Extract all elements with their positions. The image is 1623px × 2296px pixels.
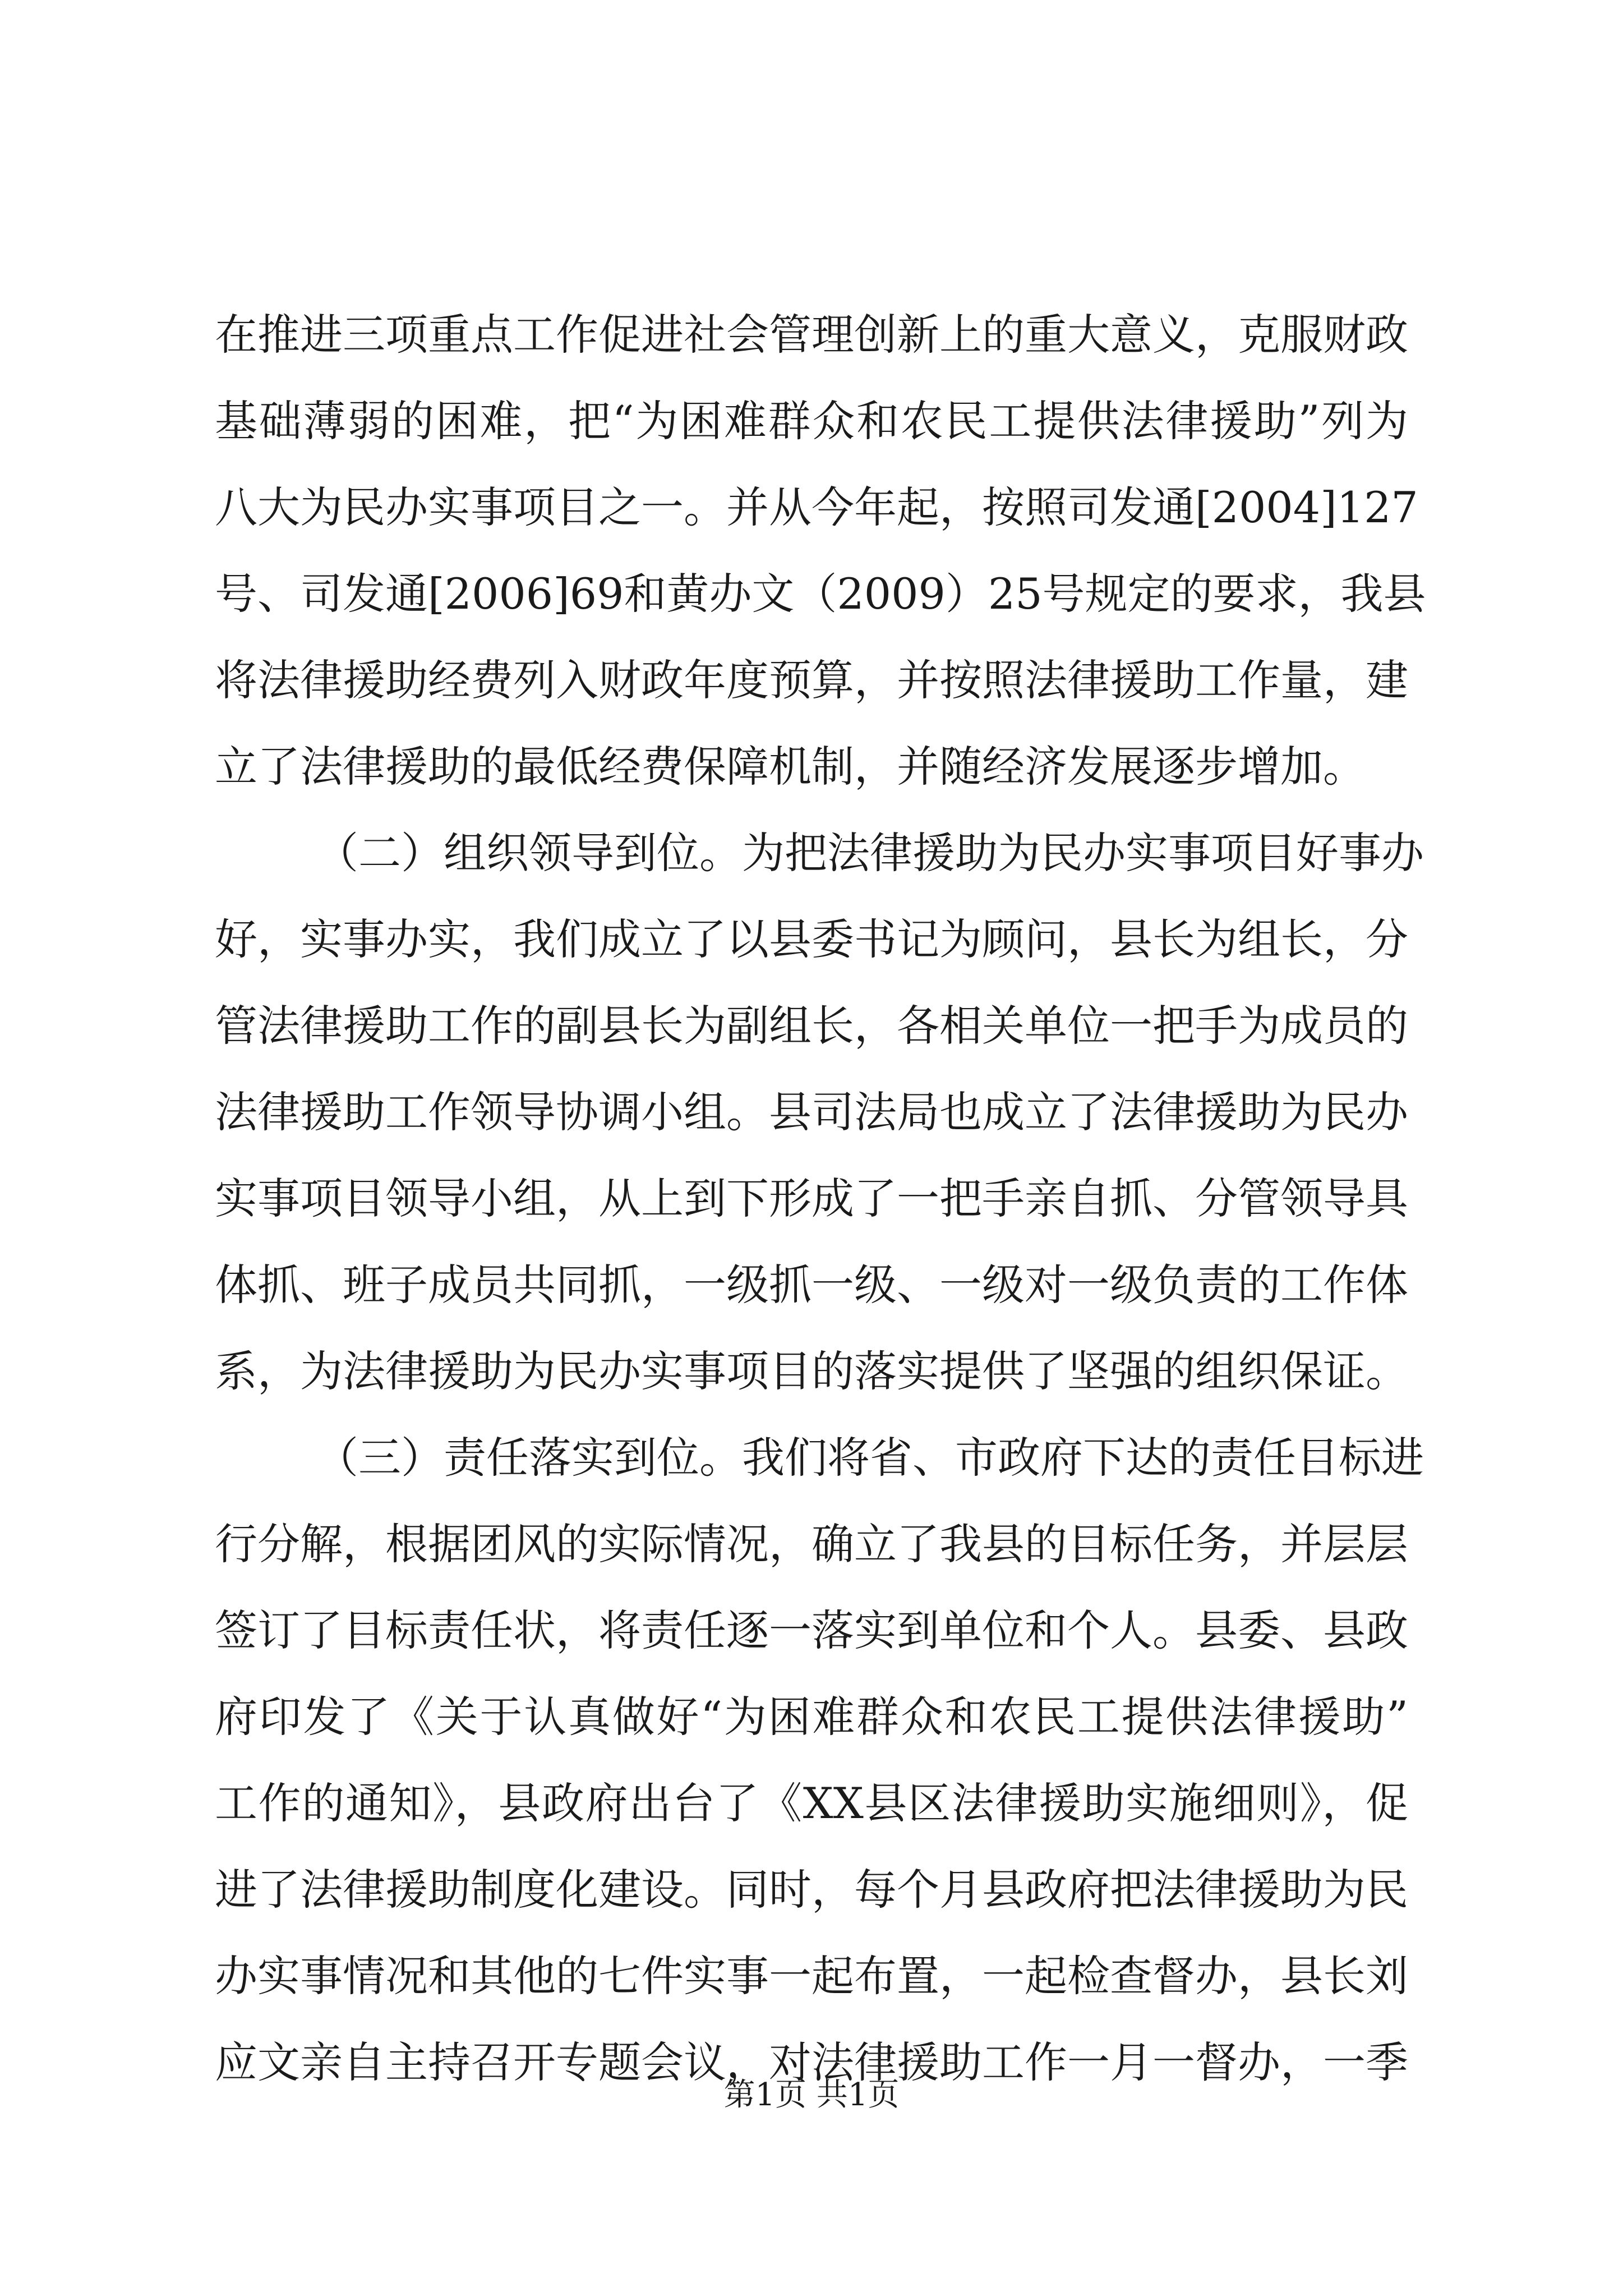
text-line: 体抓、班子成员共同抓，一级抓一级、一级对一级负责的工作体 [215,1260,1408,1310]
paragraph-start-line: （三）责任落实到位。我们将省、市政府下达的责任目标进 [316,1433,1424,1483]
text-line: 工作的通知》，县政府出台了《XX县区法律援助实施细则》，促 [215,1778,1408,1828]
page-number-label: 第1页 共1页 [723,2077,900,2113]
text-line: 办实事情况和其他的七件实事一起布置，一起检查督办，县长刘 [215,1951,1408,2001]
text-line: 系，为法律援助为民办实事项目的落实提供了坚强的组织保证。 [215,1346,1408,1396]
page-footer [0,2073,1623,2118]
text-line: 好，实事办实，我们成立了以县委书记为顾问，县长为组长，分 [215,914,1408,964]
text-line: 管法律援助工作的副县长为副组长，各相关单位一把手为成员的 [215,1001,1408,1051]
text-line: 在推进三项重点工作促进社会管理创新上的重大意义，克服财政 [215,310,1408,360]
text-line: 法律援助工作领导协调小组。县司法局也成立了法律援助为民办 [215,1087,1408,1137]
text-line: 将法律援助经费列入财政年度预算，并按照法律援助工作量，建 [215,655,1408,705]
paragraph-start-line: （二）组织领导到位。为把法律援助为民办实事项目好事办 [316,828,1424,878]
text-line: 立了法律援助的最低经费保障机制，并随经济发展逐步增加。 [215,742,1366,792]
text-line: 行分解，根据团风的实际情况，确立了我县的目标任务，并层层 [215,1519,1408,1569]
text-line: 府印发了《关于认真做好“为困难群众和农民工提供法律援助” [215,1692,1408,1742]
text-line: 号、司发通[2006]69和黄办文（2009）25号规定的要求，我县 [215,569,1426,619]
text-line: 基础薄弱的困难，把“为困难群众和农民工提供法律援助”列为 [215,396,1408,446]
text-line: 应文亲自主持召开专题会议，对法律援助工作一月一督办，一季 [215,2037,1408,2087]
text-line: 八大为民办实事项目之一。并从今年起，按照司发通[2004]127 [215,482,1418,532]
text-line: 进了法律援助制度化建设。同时，每个月县政府把法律援助为民 [215,1865,1408,1915]
text-line: 签订了目标责任状，将责任逐一落实到单位和个人。县委、县政 [215,1605,1408,1655]
text-line: 实事项目领导小组，从上到下形成了一把手亲自抓、分管领导具 [215,1174,1408,1223]
document-body [215,292,1426,2106]
